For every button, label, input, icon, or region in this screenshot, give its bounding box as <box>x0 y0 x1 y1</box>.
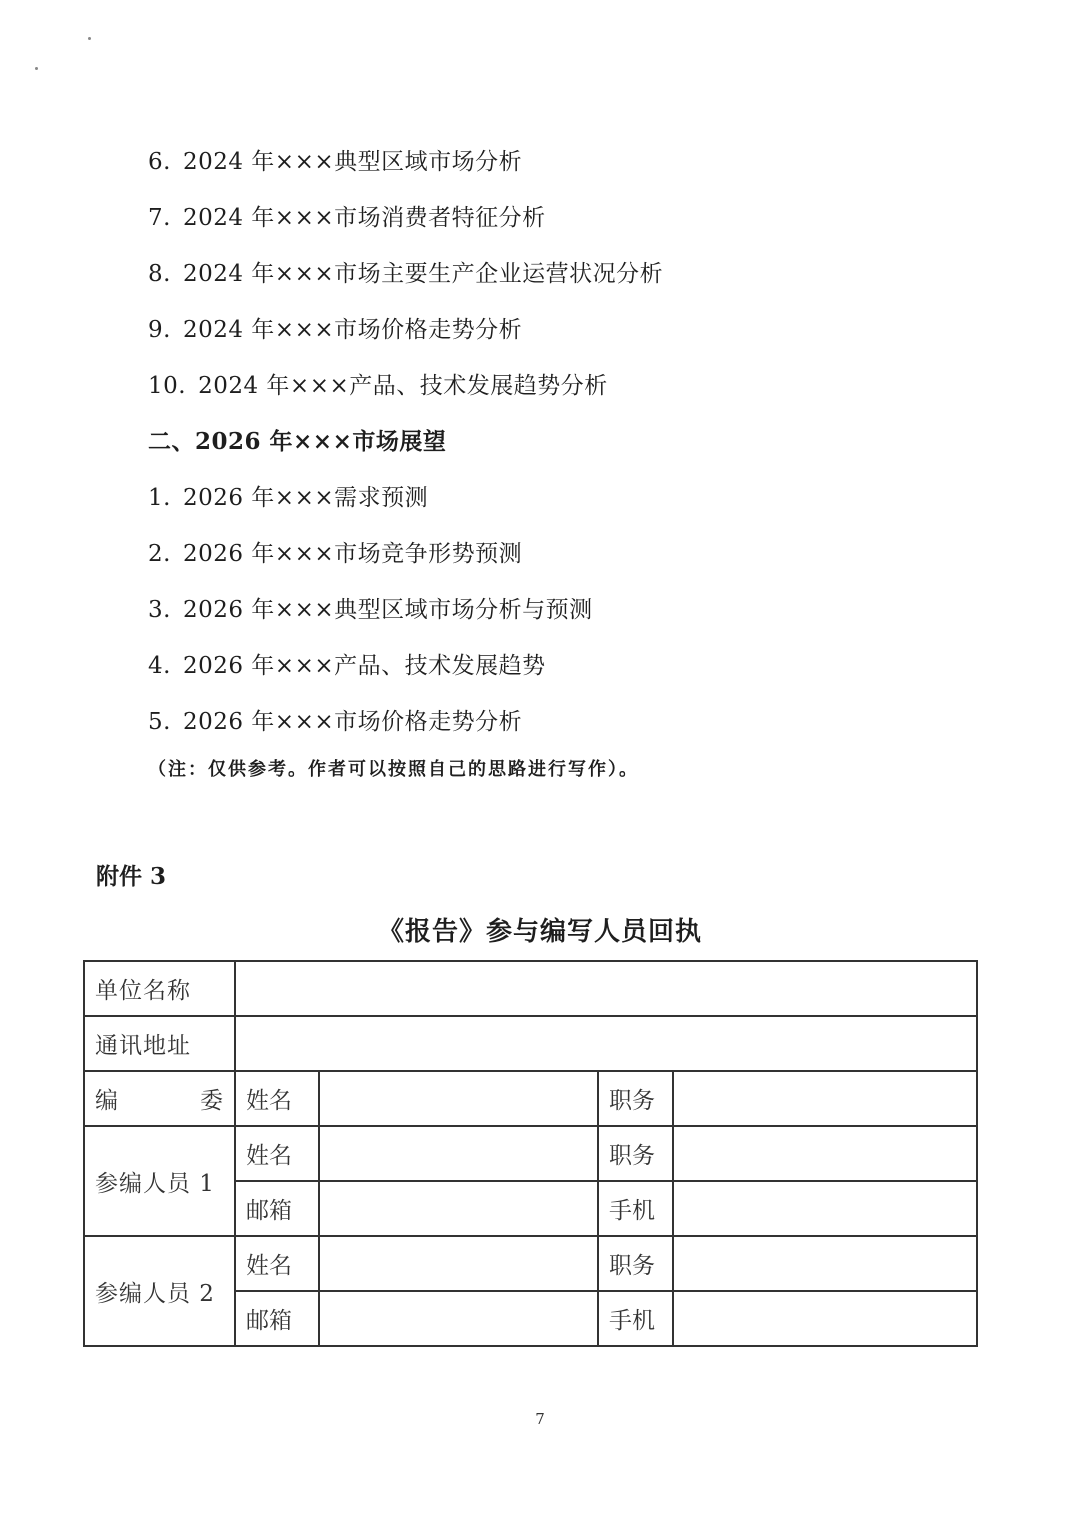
member2-email-field[interactable] <box>319 1291 598 1346</box>
position-label: 职务 <box>598 1071 673 1126</box>
table-row <box>84 1071 977 1126</box>
email-label: 邮箱 <box>235 1181 319 1236</box>
table-row <box>84 1236 977 1291</box>
list-item: 2. 2026 年×××市场竞争形势预测 <box>148 541 523 567</box>
page-number: 7 <box>535 1410 545 1428</box>
unit-name-label: 单位名称 <box>84 961 235 1016</box>
unit-name-field[interactable] <box>235 961 977 1016</box>
name-label: 姓名 <box>235 1236 319 1291</box>
address-label: 通讯地址 <box>84 1016 235 1071</box>
list-item: 10. 2024 年×××产品、技术发展趋势分析 <box>148 373 608 399</box>
list-item: 4. 2026 年×××产品、技术发展趋势 <box>148 653 546 679</box>
section-heading: 二、2026 年×××市场展望 <box>148 428 447 455</box>
list-item: 1. 2026 年×××需求预测 <box>148 485 429 511</box>
member1-email-field[interactable] <box>319 1181 598 1236</box>
position-label: 职务 <box>598 1126 673 1181</box>
list-item: 5. 2026 年×××市场价格走势分析 <box>148 709 523 735</box>
position-label: 职务 <box>598 1236 673 1291</box>
attachment-label: 附件 3 <box>96 863 167 890</box>
member1-name-field[interactable] <box>319 1126 598 1181</box>
member1-phone-field[interactable] <box>673 1181 977 1236</box>
table-row <box>84 1016 977 1071</box>
table-row <box>84 961 977 1016</box>
table-row <box>84 1126 977 1181</box>
note-text: （注：仅供参考。作者可以按照自己的思路进行写作）。 <box>148 759 639 780</box>
list-item: 7. 2024 年×××市场消费者特征分析 <box>148 205 546 231</box>
member2-position-field[interactable] <box>673 1236 977 1291</box>
list-item: 8. 2024 年×××市场主要生产企业运营状况分析 <box>148 261 664 287</box>
member2-phone-field[interactable] <box>673 1291 977 1346</box>
form-title: 《报告》参与编写人员回执 <box>377 917 702 947</box>
name-label: 姓名 <box>235 1126 319 1181</box>
member2-name-field[interactable] <box>319 1236 598 1291</box>
list-item: 9. 2024 年×××市场价格走势分析 <box>148 317 523 343</box>
phone-label: 手机 <box>598 1291 673 1346</box>
member1-label: 参编人员 1 <box>84 1126 235 1236</box>
member1-position-field[interactable] <box>673 1126 977 1181</box>
scan-speck <box>88 37 91 40</box>
name-label: 姓名 <box>235 1071 319 1126</box>
member2-label: 参编人员 2 <box>84 1236 235 1346</box>
participant-form <box>83 960 978 1347</box>
scan-speck <box>35 67 38 70</box>
phone-label: 手机 <box>598 1181 673 1236</box>
list-item: 3. 2026 年×××典型区域市场分析与预测 <box>148 597 593 623</box>
email-label: 邮箱 <box>235 1291 319 1346</box>
editor-label: 编 委 <box>84 1071 235 1126</box>
list-item: 6. 2024 年×××典型区域市场分析 <box>148 149 523 175</box>
editor-position-field[interactable] <box>673 1071 977 1126</box>
address-field[interactable] <box>235 1016 977 1071</box>
editor-name-field[interactable] <box>319 1071 598 1126</box>
